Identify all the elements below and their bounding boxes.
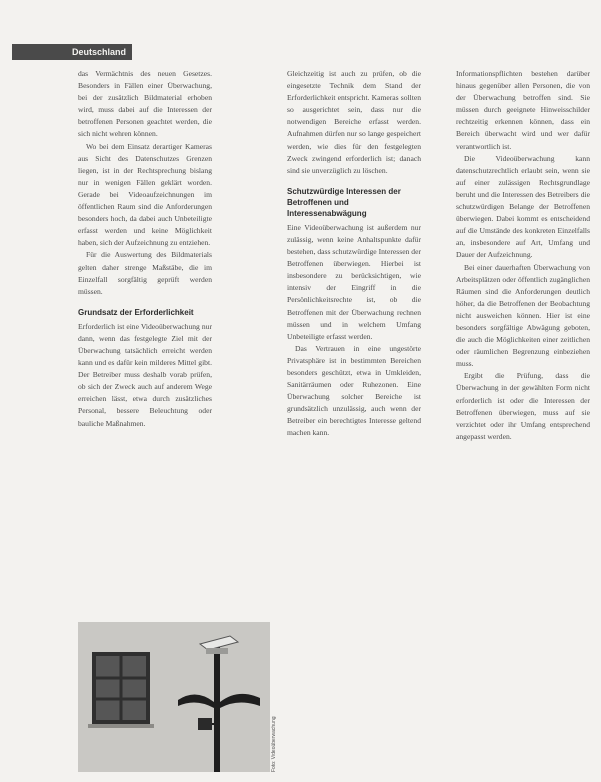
- body-paragraph: das Vermächtnis des neuen Gesetzes. Besonders in Fällen einer Überwachung, bei der zusätzlich Bildmaterial erhoben wird, muss dabei auf die Interessen der betroffenen Personen geachtet werden, die sich nicht wehren können.: [78, 69, 212, 139]
- section-label: Deutschland: [12, 44, 132, 60]
- body-paragraph: Eine Videoüberwachung ist außerdem nur zulässig, wenn keine Anhaltspunkte dafür bestehen, dass schutzwürdige Interessen der Betroffenen überwiegen. Hierbei ist insbesondere zu berücksichtigen, wie intensiv der Eingriff in die Persönlichkeitsrechte ist, ob die Betroffenen mit der Überwachung rechnen müssen und in welchem Umfang Unbeteiligte erfasst werden.: [287, 222, 421, 341]
- photo-caption: Foto: Videoüberwachung: [271, 716, 277, 772]
- surveillance-camera-photo: [78, 622, 270, 772]
- body-paragraph: Die Videoüberwachung kann datenschutzrechtlich erlaubt sein, wenn sie auf einer zulässigen Rechtsgrundlage beruht und die Interessen des Betreibers die schutzwürdigen Belange der Betroffenen überwiegen. Dabei kommt es entscheidend auf die Umstände des konkreten Einzelfalls an, insbesondere auf Art, Umfang und Dauer der Aufzeichnung.: [456, 153, 590, 260]
- body-paragraph: Für die Auswertung des Bildmaterials gelten daher strenge Maßstäbe, die im Einzelfall sorgfältig geprüft werden müssen.: [78, 250, 212, 296]
- body-paragraph: Gleichzeitig ist auch zu prüfen, ob die eingesetzte Technik dem Stand der Erforderlichkeit entspricht. Kameras sollten so ausgerichtet sein, dass nur die notwendigen Bereiche erfasst werden. Aufnahmen dürfen nur so lange gespeichert werden, wie dies für den festgelegten Zweck zwingend erforderlich ist; danach sind sie unverzüglich zu löschen.: [287, 69, 421, 175]
- text-column-3: [456, 68, 590, 443]
- body-paragraph: Bei einer dauerhaften Überwachung von Arbeitsplätzen oder öffentlich zugänglichen Räumen sind die Anforderungen deutlich höher, da die Betroffenen der Beobachtung nicht ausweichen können. Hier ist eine besonders sorgfältige Abwägung geboten, die auch die Möglichkeiten einer zeitlichen oder räumlichen Begrenzung einbeziehen muss.: [456, 262, 590, 369]
- body-paragraph: Informationspflichten bestehen darüber hinaus gegenüber allen Personen, die von der Überwachung betroffen sind. Sie müssen durch geeignete Hinweisschilder rechtzeitig erkennen können, dass ein Bereich überwacht wird und wer dafür verantwortlich ist.: [456, 69, 590, 151]
- body-paragraph: Das Vertrauen in eine ungestörte Privatsphäre ist in bestimmten Bereichen besonders geschützt, etwa in Umkleiden, Sanitärräumen oder Ruhezonen. Eine Überwachung solcher Bereiche ist grundsätzlich unzulässig, auch wenn der Betreiber ein berechtigtes Interesse geltend machen kann.: [287, 343, 421, 438]
- body-paragraph: Ergibt die Prüfung, dass die Überwachung in der gewählten Form nicht erforderlich ist oder die Interessen der Betroffenen überwiegen, muss auf sie verzichtet oder ihr Umfang entsprechend angepasst werden.: [456, 371, 590, 441]
- body-paragraph: Erforderlich ist eine Videoüberwachung nur dann, wenn das festgelegte Ziel mit der Überwachung tatsächlich erreicht werden kann und es dafür kein milderes Mittel gibt. Der Betreiber muss deshalb vorab prüfen, ob sich der Zweck auch auf anderem Wege erreichen lässt, etwa durch zusätzliches Personal, bessere Beleuchtung oder bauliche Maßnahmen.: [78, 321, 212, 428]
- section-heading: Schutzwürdige Interessen der Betroffenen und Interessenabwägung: [287, 186, 401, 218]
- body-paragraph: Wo bei dem Einsatz derartiger Kameras aus Sicht des Datenschutzes Grenzen liegen, ist in der Rechtsprechung bislang nur in wenigen Fällen geklärt worden. Gerade bei Videoaufzeichnungen im öffentlichen Raum sind die Anforderungen besonders hoch, da dabei auch Unbeteiligte erfasst werden und keine Möglichkeit haben, sich der Aufzeichnung zu entziehen.: [78, 141, 212, 248]
- text-column-2: [287, 68, 421, 440]
- section-heading: Grundsatz der Erforderlichkeit: [78, 307, 194, 317]
- text-column-1: [78, 68, 212, 430]
